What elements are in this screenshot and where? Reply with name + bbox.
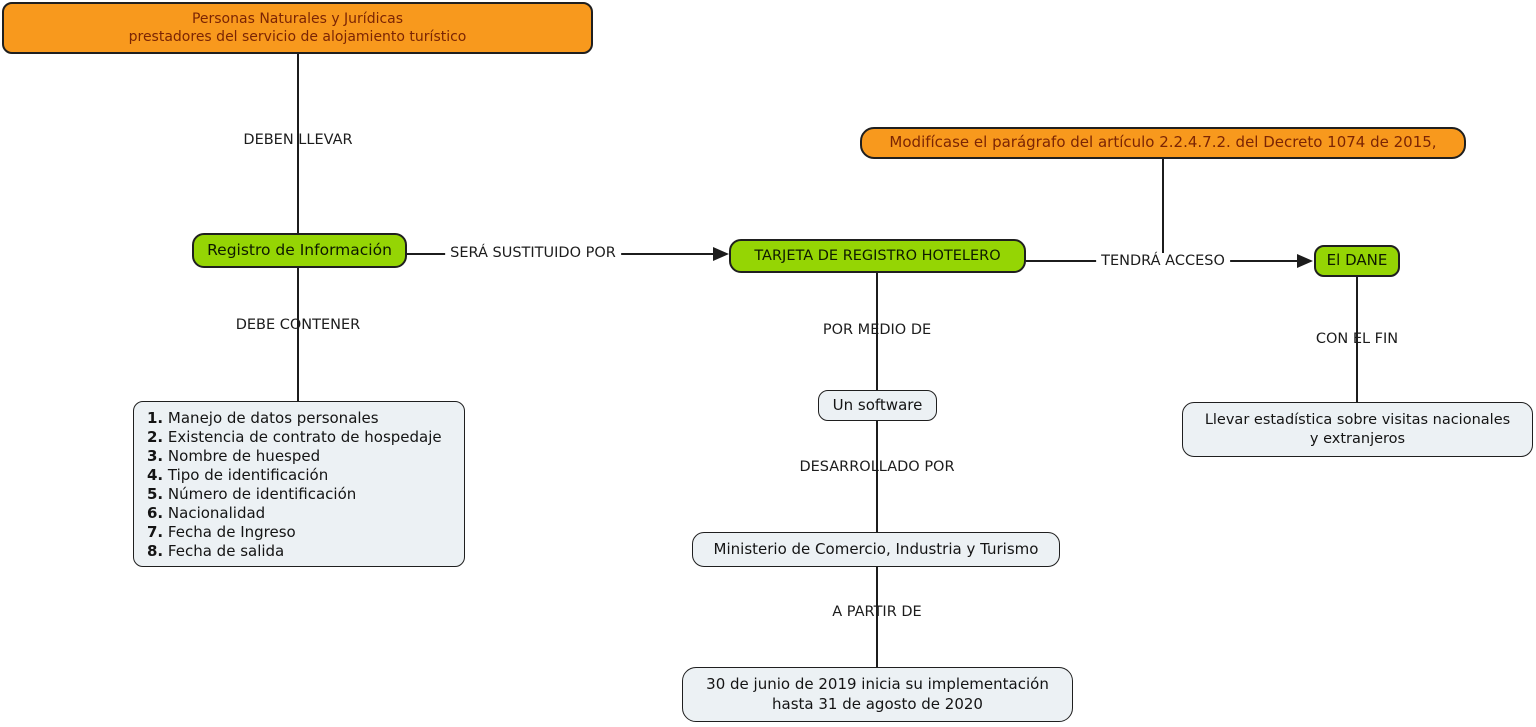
list-item-number: 1. bbox=[147, 409, 164, 427]
connector-desarrollado-por bbox=[876, 421, 878, 532]
list-item-number: 8. bbox=[147, 542, 164, 560]
list-item-number: 7. bbox=[147, 523, 164, 541]
link-label-debe-contener: DEBE CONTENER bbox=[235, 317, 361, 333]
list-item-text: Existencia de contrato de hospedaje bbox=[167, 428, 442, 446]
list-item-number: 2. bbox=[147, 428, 164, 446]
list-item-number: 5. bbox=[147, 485, 164, 503]
link-label-desarrollado-por: DESARROLLADO POR bbox=[799, 459, 955, 475]
node-fechas-line2: hasta 31 de agosto de 2020 bbox=[772, 694, 983, 713]
link-label-a-partir-de: A PARTIR DE bbox=[832, 604, 922, 620]
node-registro-informacion bbox=[192, 233, 407, 268]
node-personas-naturales bbox=[2, 2, 593, 54]
link-label-por-medio-de: POR MEDIO DE bbox=[822, 322, 932, 338]
node-decreto bbox=[860, 127, 1466, 159]
list-item-text: Fecha de salida bbox=[167, 542, 285, 560]
arrowhead-to-tarjeta-icon bbox=[713, 247, 729, 261]
arrowhead-to-dane-icon bbox=[1297, 254, 1313, 268]
connector-decreto bbox=[1162, 159, 1164, 253]
node-dane-text: El DANE bbox=[1326, 251, 1388, 270]
node-tarjeta-registro-hotelero bbox=[729, 239, 1026, 273]
list-item-text: Manejo de datos personales bbox=[167, 409, 379, 427]
list-item-text: Fecha de Ingreso bbox=[167, 523, 296, 541]
node-un-software bbox=[818, 390, 937, 421]
list-item-number: 6. bbox=[147, 504, 164, 522]
node-software-text: Un software bbox=[832, 395, 923, 414]
node-personas-line1: Personas Naturales y Jurídicas bbox=[191, 10, 404, 27]
list-item bbox=[147, 447, 464, 466]
list-item bbox=[147, 523, 464, 542]
node-fechas-implementacion bbox=[682, 667, 1073, 722]
link-label-con-el-fin: CON EL FIN bbox=[1315, 331, 1399, 347]
list-item-text: Número de identificación bbox=[167, 485, 357, 503]
node-tarjeta-text: TARJETA DE REGISTRO HOTELERO bbox=[754, 247, 1001, 264]
list-item bbox=[147, 542, 464, 561]
list-item-text: Tipo de identificación bbox=[167, 466, 329, 484]
node-estadistica-line2: y extranjeros bbox=[1309, 430, 1406, 447]
connector-debe-contener bbox=[297, 268, 299, 401]
node-fechas-line1: 30 de junio de 2019 inicia su implementación bbox=[706, 675, 1049, 693]
node-lista-contenido bbox=[133, 401, 465, 567]
node-personas-line2: prestadores del servicio de alojamiento turístico bbox=[128, 29, 467, 45]
list-item bbox=[147, 485, 464, 504]
link-label-deben-llevar: DEBEN LLEVAR bbox=[243, 132, 353, 148]
node-ministerio bbox=[692, 532, 1060, 567]
list-item bbox=[147, 428, 464, 447]
list-item-number: 4. bbox=[147, 466, 164, 484]
node-estadistica bbox=[1182, 402, 1533, 457]
link-label-tendra-acceso: TENDRÁ ACCESO bbox=[1096, 253, 1230, 269]
link-label-sera-sustituido: SERÁ SUSTITUIDO POR bbox=[445, 245, 621, 261]
node-registro-text: Registro de Información bbox=[207, 241, 392, 260]
node-el-dane bbox=[1314, 245, 1400, 277]
list-item bbox=[147, 466, 464, 485]
list-item-text: Nombre de huesped bbox=[167, 447, 321, 465]
list-item bbox=[147, 409, 464, 428]
list-item-number: 3. bbox=[147, 447, 164, 465]
node-estadistica-line1: Llevar estadística sobre visitas nacionales bbox=[1204, 411, 1511, 428]
node-decreto-text: Modifícase el parágrafo del artículo 2.2.4.7.2. del Decreto 1074 de 2015, bbox=[889, 133, 1437, 152]
list-item bbox=[147, 504, 464, 523]
node-ministerio-text: Ministerio de Comercio, Industria y Turismo bbox=[713, 539, 1039, 558]
list-item-text: Nacionalidad bbox=[167, 504, 266, 522]
